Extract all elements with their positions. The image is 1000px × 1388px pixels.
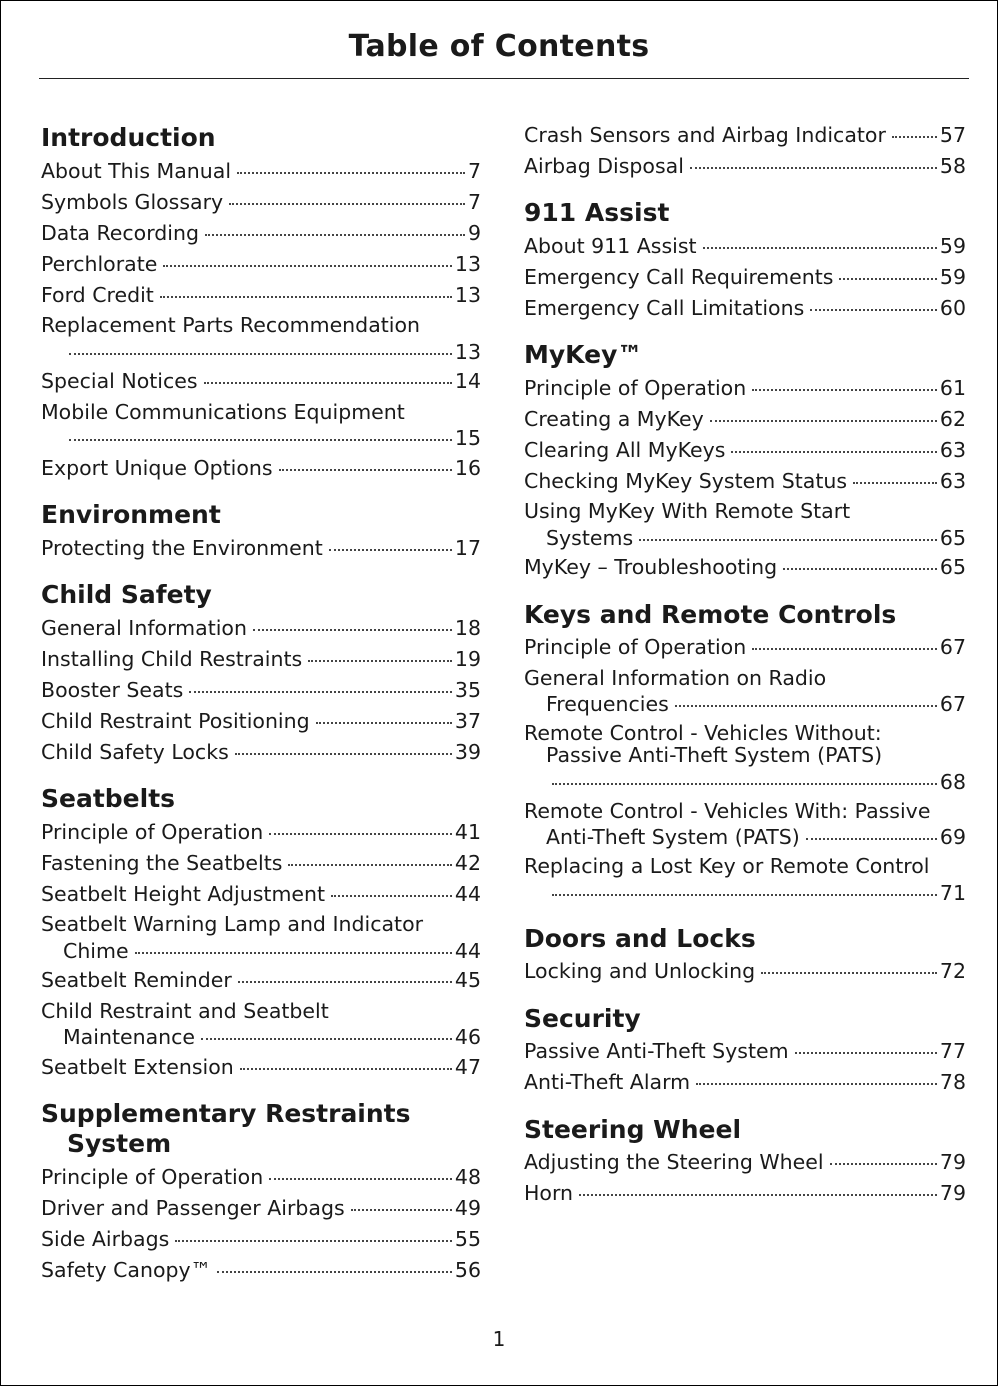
- toc-entry[interactable]: [524, 718, 966, 796]
- entry-row: [41, 532, 481, 563]
- entry-label: Replacement Parts Recommendation: [41, 313, 421, 337]
- section-title-text: Keys and Remote Controls: [524, 599, 897, 629]
- entry-label: Checking MyKey System Status: [524, 468, 848, 493]
- page-title: Table of Contents: [348, 29, 650, 64]
- leader-dots: [269, 1157, 452, 1180]
- entry-label: Booster Seats: [41, 677, 184, 702]
- leader-dots: [351, 1188, 452, 1211]
- entry-row: [524, 552, 966, 583]
- entry-row: [41, 1254, 481, 1285]
- section-title-text: MyKey™: [524, 340, 643, 369]
- entry-label: Protecting the Environment: [41, 535, 323, 560]
- entry-label: Crash Sensors and Airbag Indicator: [524, 122, 886, 147]
- entry-page: 71: [939, 880, 966, 905]
- right-column: [524, 119, 966, 1226]
- entry-row: [41, 279, 481, 310]
- toc-section: [524, 340, 966, 583]
- toc-entry[interactable]: [524, 632, 966, 663]
- toc-entry[interactable]: [524, 1067, 966, 1098]
- leader-dots: [552, 873, 937, 896]
- entry-page: 61: [939, 375, 966, 400]
- entry-label: Seatbelt Reminder: [41, 968, 232, 992]
- entry-label: Replacing a Lost Key or Remote Control: [524, 854, 930, 878]
- entry-page: 39: [454, 739, 481, 764]
- entry-label: Ford Credit: [41, 282, 154, 307]
- toc-entry[interactable]: [524, 496, 966, 552]
- entry-page: 65: [939, 525, 966, 550]
- leader-dots: [288, 843, 451, 866]
- toc-section: [41, 123, 481, 483]
- leader-dots: [163, 244, 452, 267]
- section-title-text: Supplementary Restraints: [41, 1099, 411, 1128]
- entry-page: 79: [939, 1150, 966, 1174]
- entry-label: MyKey – Troubleshooting: [524, 555, 778, 579]
- leader-dots: [235, 732, 452, 755]
- entry-page: 69: [939, 825, 966, 849]
- entry-page: 13: [454, 282, 481, 307]
- leader-dots: [240, 1047, 452, 1070]
- entry-label: Emergency Call Requirements: [524, 264, 834, 289]
- title-rule: [39, 78, 969, 79]
- section-title-text: Steering Wheel: [524, 1114, 742, 1144]
- leader-dots: [839, 257, 936, 280]
- entry-page: 65: [939, 555, 966, 579]
- entry-label: Seatbelt Warning Lamp and Indicator: [41, 912, 424, 936]
- leader-dots: [175, 1219, 452, 1242]
- toc-section: [41, 1099, 481, 1285]
- leader-dots: [783, 548, 937, 571]
- entry-page: 77: [939, 1039, 966, 1063]
- entry-page: 13: [454, 339, 481, 364]
- entry-page: 55: [454, 1226, 481, 1251]
- entry-label: Side Airbags: [41, 1226, 170, 1251]
- entry-page: 19: [454, 646, 481, 671]
- leader-dots: [761, 952, 937, 975]
- leader-dots: [675, 685, 937, 708]
- entry-page: 57: [939, 122, 966, 147]
- entry-row: [524, 150, 966, 181]
- entry-page: 15: [454, 426, 481, 450]
- entry-label: Mobile Communications Equipment: [41, 399, 405, 424]
- entry-row: [41, 423, 481, 450]
- entry-row: [524, 465, 966, 496]
- leader-dots: [830, 1143, 937, 1166]
- toc-section: [41, 500, 481, 563]
- toc-entry[interactable]: [41, 736, 481, 767]
- leader-dots: [279, 448, 452, 471]
- entry-page: 9: [467, 220, 481, 245]
- entry-row: [41, 452, 481, 483]
- toc-entry[interactable]: [524, 150, 966, 181]
- left-column: [41, 123, 481, 1302]
- toc-entry[interactable]: [524, 851, 966, 907]
- entry-page: 17: [454, 535, 481, 560]
- entry-label: Anti-Theft Alarm: [524, 1070, 691, 1094]
- entry-row: [41, 736, 481, 767]
- toc-section: [524, 1115, 966, 1209]
- entry-page: 13: [454, 251, 481, 276]
- toc-entry[interactable]: [41, 397, 481, 453]
- entry-page: 44: [454, 938, 481, 963]
- leader-dots: [752, 628, 937, 651]
- entry-page: 62: [939, 406, 966, 431]
- leader-dots: [696, 1063, 937, 1086]
- leader-dots: [201, 1018, 452, 1041]
- entry-page: 63: [939, 468, 966, 493]
- entry-label: Creating a MyKey: [524, 406, 704, 431]
- leader-dots: [703, 226, 937, 249]
- section-title: [41, 123, 481, 153]
- entry-row: [524, 522, 966, 549]
- leader-dots: [238, 961, 452, 984]
- entry-page: 48: [454, 1164, 481, 1189]
- section-title: [41, 784, 481, 814]
- entry-page: 44: [454, 881, 481, 906]
- entry-page: 60: [939, 295, 966, 320]
- entry-label-continued: Frequencies: [546, 692, 669, 716]
- entry-row: [41, 1051, 481, 1082]
- leader-dots: [253, 608, 452, 631]
- entry-page: 7: [467, 158, 481, 183]
- leader-dots: [135, 931, 452, 954]
- leader-dots: [229, 182, 465, 205]
- toc-entry[interactable]: [41, 996, 481, 1052]
- entry-label-continued: Passive Anti-Theft System (PATS): [546, 743, 883, 767]
- entry-page: 67: [939, 635, 966, 659]
- entry-label: Principle of Operation: [41, 819, 264, 844]
- leader-dots: [316, 701, 452, 724]
- section-title: [524, 198, 966, 228]
- toc-entry[interactable]: [41, 1051, 481, 1082]
- entry-label: Installing Child Restraints: [41, 646, 303, 671]
- entry-page: 42: [454, 850, 481, 875]
- toc-entry[interactable]: [41, 532, 481, 563]
- entry-row: [41, 1022, 481, 1049]
- entry-label-continued: Anti-Theft System (PATS): [546, 825, 800, 849]
- leader-dots: [731, 430, 936, 453]
- entry-label-continued: Systems: [546, 525, 634, 550]
- leader-dots: [308, 639, 452, 662]
- entry-label: Child Restraint Positioning: [41, 708, 310, 733]
- section-title-text: Seatbelts: [41, 784, 176, 813]
- section-title-text: Environment: [41, 500, 221, 529]
- toc-entry[interactable]: [524, 796, 966, 852]
- entry-page: 79: [939, 1181, 966, 1205]
- section-title-text: Introduction: [41, 123, 216, 152]
- entry-label: Emergency Call Limitations: [524, 295, 805, 320]
- entry-label: Safety Canopy™: [41, 1257, 212, 1282]
- entry-label: Remote Control - Vehicles With: Passive: [524, 798, 931, 823]
- leader-dots: [552, 762, 937, 785]
- section-title-text: 911 Assist: [524, 198, 670, 227]
- entry-label-continued: Maintenance: [63, 1025, 196, 1049]
- entry-page: 63: [939, 437, 966, 462]
- leader-dots: [69, 419, 452, 442]
- section-title-text: System: [67, 1129, 172, 1158]
- toc-entry[interactable]: [41, 1254, 481, 1285]
- entry-label: General Information: [41, 615, 247, 640]
- section-title: [41, 580, 481, 610]
- entry-label: Fastening the Seatbelts: [41, 850, 283, 875]
- entry-row: [41, 878, 481, 909]
- toc-section: [524, 119, 966, 181]
- section-title: [41, 1099, 481, 1159]
- entry-label: Symbols Glossary: [41, 189, 224, 214]
- entry-page: 37: [454, 708, 481, 733]
- entry-label: Adjusting the Steering Wheel: [524, 1150, 824, 1174]
- entry-page: 46: [454, 1025, 481, 1049]
- entry-page: 7: [467, 189, 481, 214]
- entry-page: 78: [939, 1070, 966, 1094]
- toc-entry[interactable]: [41, 279, 481, 310]
- entry-row: [41, 366, 481, 397]
- entry-page: 45: [454, 968, 481, 992]
- toc-entry[interactable]: [524, 663, 966, 719]
- entry-row: [524, 1067, 966, 1098]
- leader-dots: [579, 1174, 937, 1197]
- toc-entry[interactable]: [524, 1178, 966, 1209]
- leader-dots: [853, 461, 937, 484]
- toc-section: [524, 1004, 966, 1098]
- section-title: [41, 500, 481, 530]
- toc-section: [41, 580, 481, 767]
- toc-entry[interactable]: [41, 452, 481, 483]
- entry-row: [524, 689, 966, 716]
- leader-dots: [217, 1250, 452, 1273]
- entry-row: [524, 292, 966, 323]
- entry-row: [41, 935, 481, 962]
- entry-row: [41, 965, 481, 996]
- entry-label: Driver and Passenger Airbags: [41, 1195, 345, 1220]
- entry-label: Clearing All MyKeys: [524, 437, 726, 462]
- leader-dots: [892, 115, 937, 138]
- section-title-text: Child Safety: [41, 580, 212, 609]
- entry-label: About 911 Assist: [524, 233, 697, 258]
- entry-page: 59: [939, 233, 966, 258]
- entry-page: 72: [939, 959, 966, 983]
- entry-label-continued: Chime: [63, 938, 129, 963]
- entry-label: Special Notices: [41, 369, 198, 393]
- section-title: [524, 1004, 966, 1034]
- section-title: [524, 1115, 966, 1145]
- entry-row: [524, 1178, 966, 1209]
- toc-entry[interactable]: [41, 878, 481, 909]
- entry-page: 59: [939, 264, 966, 289]
- entry-page: 56: [454, 1257, 481, 1282]
- page-number: 1: [492, 1327, 506, 1351]
- entry-label: Horn: [524, 1181, 574, 1205]
- entry-label: General Information on Radio: [524, 665, 827, 690]
- leader-dots: [189, 670, 452, 693]
- entry-label: Seatbelt Extension: [41, 1054, 234, 1079]
- toc-section: [41, 784, 481, 1082]
- entry-label: Principle of Operation: [41, 1164, 264, 1189]
- entry-row: [524, 877, 966, 904]
- entry-page: 16: [454, 455, 481, 480]
- entry-label: Perchlorate: [41, 251, 158, 276]
- toc-entry[interactable]: [41, 366, 481, 397]
- toc-section: [524, 198, 966, 323]
- entry-label: Child Safety Locks: [41, 739, 229, 764]
- toc-section: [524, 600, 966, 907]
- entry-label: Passive Anti-Theft System: [524, 1039, 789, 1063]
- section-title: [524, 340, 966, 370]
- section-title-text: Doors and Locks: [524, 923, 756, 953]
- entry-label: Using MyKey With Remote Start: [524, 499, 851, 523]
- entry-page: 35: [454, 677, 481, 702]
- entry-row: [524, 956, 966, 987]
- entry-label: Data Recording: [41, 220, 199, 245]
- leader-dots: [752, 368, 937, 391]
- entry-label: Principle of Operation: [524, 375, 747, 400]
- entry-page: 41: [454, 819, 481, 844]
- entry-row: [524, 766, 966, 793]
- entry-row: [41, 336, 481, 363]
- entry-page: 68: [939, 769, 966, 794]
- entry-label: Principle of Operation: [524, 635, 747, 659]
- toc-entry[interactable]: [41, 310, 481, 366]
- entry-label: Seatbelt Height Adjustment: [41, 881, 326, 906]
- entry-page: 14: [454, 369, 481, 393]
- toc-entry[interactable]: [524, 465, 966, 496]
- entry-page: 47: [454, 1054, 481, 1079]
- leader-dots: [237, 151, 465, 174]
- leader-dots: [795, 1032, 937, 1055]
- entry-label: Child Restraint and Seatbelt: [41, 998, 329, 1023]
- entry-page: 67: [939, 692, 966, 716]
- entry-label: Remote Control - Vehicles Without:: [524, 721, 882, 745]
- toc-entry[interactable]: [524, 956, 966, 987]
- entry-label: Airbag Disposal: [524, 153, 684, 178]
- leader-dots: [269, 812, 452, 835]
- toc-entry[interactable]: [41, 965, 481, 996]
- entry-row: [524, 632, 966, 663]
- section-title-text: Security: [524, 1003, 641, 1033]
- toc-entry[interactable]: [524, 552, 966, 583]
- leader-dots: [204, 362, 452, 385]
- leader-dots: [690, 146, 937, 169]
- leader-dots: [329, 528, 452, 551]
- section-title: [524, 924, 966, 954]
- leader-dots: [806, 818, 937, 841]
- section-title: [524, 600, 966, 630]
- leader-dots: [710, 399, 937, 422]
- leader-dots: [810, 288, 937, 311]
- entry-row: [524, 822, 966, 849]
- entry-label: Locking and Unlocking: [524, 959, 756, 983]
- leader-dots: [69, 332, 452, 355]
- leader-dots: [160, 275, 452, 298]
- entry-label: Export Unique Options: [41, 455, 273, 480]
- toc-section: [524, 924, 966, 987]
- toc-entry[interactable]: [524, 292, 966, 323]
- leader-dots: [639, 518, 937, 541]
- entry-page: 18: [454, 615, 481, 640]
- toc-entry[interactable]: [41, 909, 481, 965]
- entry-page: 58: [939, 153, 966, 178]
- leader-dots: [205, 213, 465, 236]
- entry-label: About This Manual: [41, 158, 232, 183]
- entry-page: 49: [454, 1195, 481, 1220]
- leader-dots: [331, 874, 452, 897]
